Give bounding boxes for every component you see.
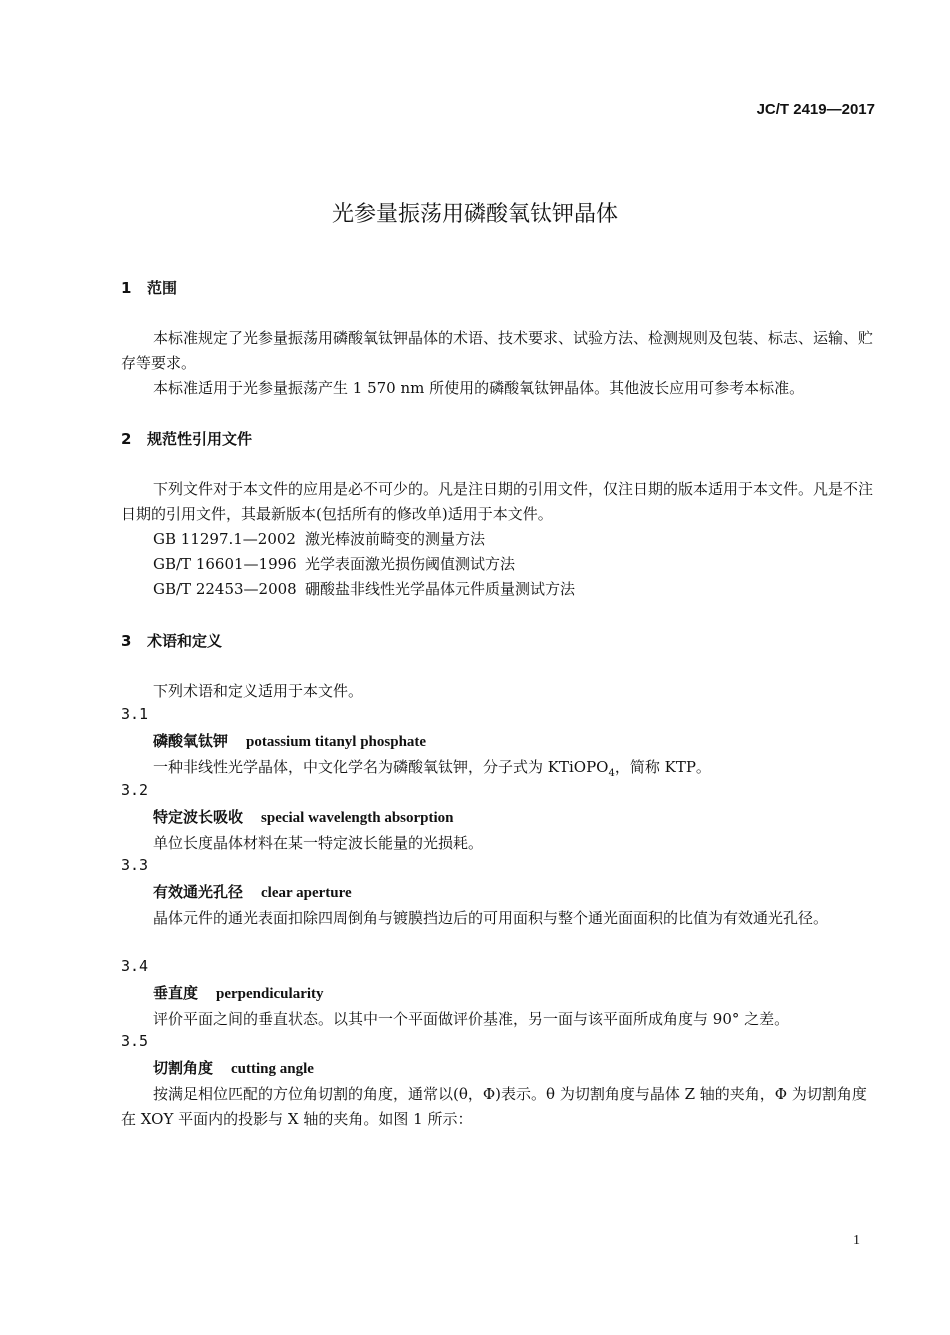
reference-item xyxy=(153,552,515,577)
section-title: 规范性引用文件 xyxy=(147,430,253,448)
definition-text: 一种非线性光学晶体，中文化学名为磷酸氧钛钾，分子式为 KTiOPO xyxy=(153,758,609,776)
reference-title: 硼酸盐非线性光学晶体元件质量测试方法 xyxy=(305,580,576,598)
reference-title: 光学表面激光损伤阈值测试方法 xyxy=(305,555,516,573)
page-number: 1 xyxy=(853,1233,860,1248)
section-3-heading xyxy=(121,630,222,651)
section-title: 范围 xyxy=(147,279,178,297)
section-number: 2 xyxy=(121,430,132,448)
term-english: potassium titanyl phosphate xyxy=(246,734,427,750)
term-english: special wavelength absorption xyxy=(261,810,454,826)
terms-intro: 下列术语和定义适用于本文件。 xyxy=(153,682,364,700)
reference-code: GB/T 22453—2008 xyxy=(153,580,297,598)
term-chinese: 有效通光孔径 xyxy=(153,883,244,901)
definition-text: ，简称 KTP。 xyxy=(614,758,711,776)
term-english: cutting angle xyxy=(231,1061,314,1077)
term-number: 3.5 xyxy=(121,1032,149,1050)
term-heading xyxy=(153,730,426,751)
term-english: clear aperture xyxy=(261,885,352,901)
term-heading xyxy=(153,881,352,902)
section-number: 3 xyxy=(121,632,132,650)
term-number: 3.1 xyxy=(121,705,149,723)
subscript: 4 xyxy=(608,768,615,779)
section-2-heading xyxy=(121,428,252,449)
term-chinese: 特定波长吸收 xyxy=(153,808,244,826)
term-heading xyxy=(153,1057,314,1078)
term-definition: 评价平面之间的垂直状态。以其中一个平面做评价基准，另一面与该平面所成角度与 90° 之差。 xyxy=(153,1010,790,1028)
references-paragraph: 下列文件对于本文件的应用是必不可少的。凡是注日期的引用文件，仅注日期的版本适用于本文件。凡是不注日期的引用文件，其最新版本(包括所有的修改单)适用于本文件。 xyxy=(121,480,874,523)
term-heading xyxy=(153,806,454,827)
term-number: 3.2 xyxy=(121,781,149,799)
reference-item xyxy=(153,577,575,602)
term-chinese: 磷酸氧钛钾 xyxy=(153,732,229,750)
term-definition: 单位长度晶体材料在某一特定波长能量的光损耗。 xyxy=(153,834,484,852)
term-chinese: 切割角度 xyxy=(153,1059,214,1077)
term-number: 3.3 xyxy=(121,856,149,874)
section-1-heading xyxy=(121,277,177,298)
section-number: 1 xyxy=(121,279,132,297)
term-chinese: 垂直度 xyxy=(153,984,199,1002)
reference-item xyxy=(153,527,485,552)
scope-paragraph-1: 本标准规定了光参量振荡用磷酸氧钛钾晶体的术语、技术要求、试验方法、检测规则及包装、标志、运输、贮存等要求。 xyxy=(121,329,874,372)
term-definition xyxy=(153,755,711,786)
term-definition: 晶体元件的通光表面扣除四周倒角与镀膜挡边后的可用面积与整个通光面面积的比值为有效通光孔径。 xyxy=(153,909,829,927)
term-definition: 按满足相位匹配的方位角切割的角度，通常以(θ，Φ)表示。θ 为切割角度与晶体 Z 轴的夹角，Φ 为切割角度在 XOY 平面内的投影与 X 轴的夹角。如图 1 所示： xyxy=(121,1085,867,1128)
standard-code: JC/T 2419—2017 xyxy=(756,101,875,118)
reference-code: GB/T 16601—1996 xyxy=(153,555,297,573)
scope-paragraph-2: 本标准适用于光参量振荡产生 1 570 nm 所使用的磷酸氧钛钾晶体。其他波长应用可参考本标准。 xyxy=(153,379,805,397)
document-title: 光参量振荡用磷酸氧钛钾晶体 xyxy=(331,202,618,227)
reference-title: 激光棒波前畸变的测量方法 xyxy=(305,530,486,548)
section-title: 术语和定义 xyxy=(147,632,223,650)
term-english: perpendicularity xyxy=(216,986,324,1002)
term-number: 3.4 xyxy=(121,957,149,975)
term-heading xyxy=(153,982,324,1003)
reference-code: GB 11297.1—2002 xyxy=(153,530,296,548)
